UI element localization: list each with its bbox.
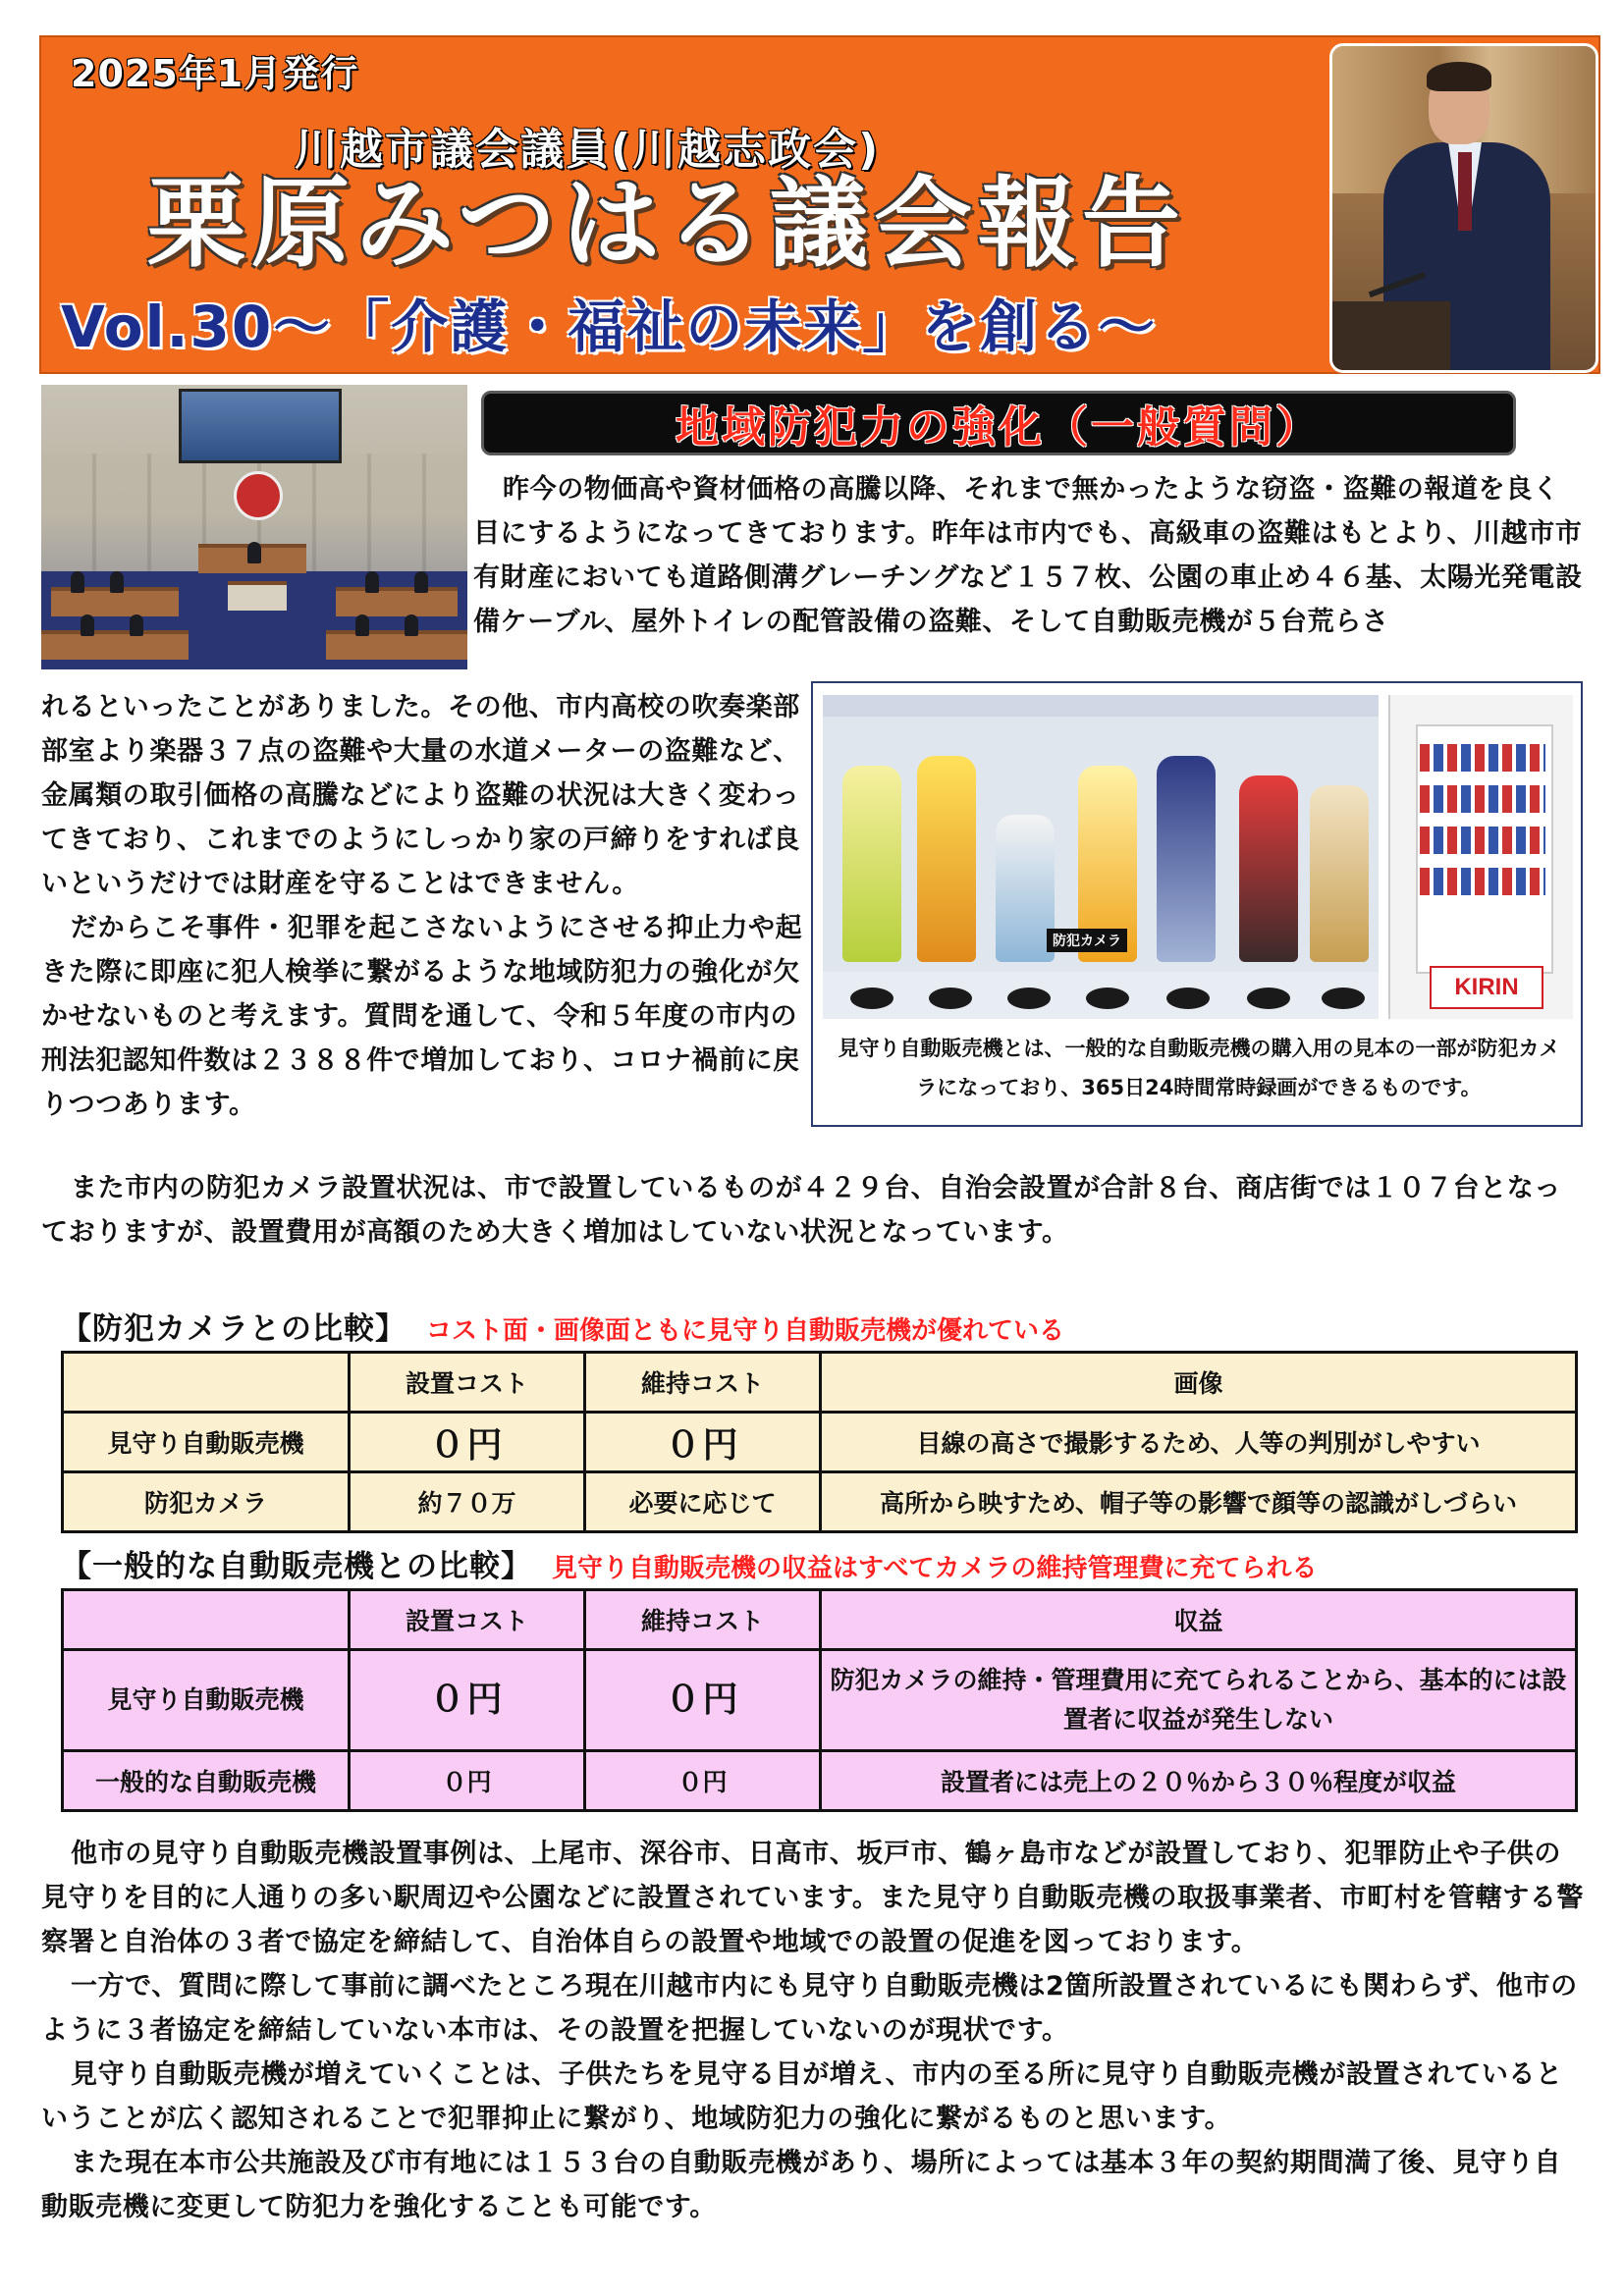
table1-tagline: コスト面・画像面ともに見守り自動販売機が優れている: [426, 1316, 1065, 1346]
table-cell: 高所から映すため、帽子等の影響で顔等の認識がしづらい: [821, 1472, 1577, 1532]
table2-title: [61, 1541, 1317, 1585]
table-cell: ０円: [585, 1413, 821, 1472]
security-camera-comparison-table: [61, 1351, 1578, 1533]
table-cell: ０円: [350, 1650, 585, 1751]
header-banner: [39, 35, 1600, 374]
body-paragraph-4: [41, 1832, 1585, 2229]
body-paragraph-2: [41, 685, 803, 1127]
table-cell: 必要に応じて: [585, 1472, 821, 1532]
table2-title-text: 【一般的な自動販売機との比較】: [61, 1549, 532, 1584]
table-header-cell: 設置コスト: [350, 1590, 585, 1650]
table-row: [63, 1472, 1577, 1532]
table-cell: 見守り自動販売機: [63, 1413, 350, 1472]
table-header-cell: 維持コスト: [585, 1590, 821, 1650]
vending-machine-figure: [811, 681, 1583, 1127]
vending-machine-comparison-table: [61, 1588, 1578, 1812]
volume-title: Vol.30～「介護・福祉の未来」を創る～: [61, 294, 1158, 360]
body-paragraph-2b: だからこそ事件・犯罪を起こさないようにさせる抑止力や起きた際に即座に犯人検挙に繋がるような地域防犯力の強化が欠かせないものと考えます。質問を通して、令和５年度の市内の刑法犯認知件数は２３８８件で増加しており、コロナ禍前に戻りつつあります。: [41, 913, 803, 1120]
table-header-cell: 設置コスト: [350, 1353, 585, 1413]
vending-machine-closeup-photo: [823, 695, 1379, 1019]
table-cell: 防犯カメラ: [63, 1472, 350, 1532]
table-cell: 設置者には売上の２０％から３０％程度が収益: [821, 1751, 1577, 1811]
table-cell: ０円: [585, 1751, 821, 1811]
table-header-cell: [63, 1590, 350, 1650]
table-cell: ０円: [585, 1650, 821, 1751]
table-header-cell: 収益: [821, 1590, 1577, 1650]
table-header-row: [63, 1590, 1577, 1650]
body-paragraph-3: また市内の防犯カメラ設置状況は、市で設置しているものが４２９台、自治会設置が合計８台、商店街では１０７台となっておりますが、設置費用が高額のため大きく増加はしていない状況となっています。: [41, 1173, 1561, 1248]
issue-date: 2025年1月発行: [71, 52, 359, 95]
table-cell: 一般的な自動販売機: [63, 1751, 350, 1811]
table-header-row: [63, 1353, 1577, 1413]
councilor-photo: [1329, 43, 1598, 373]
section-heading: [481, 391, 1516, 455]
figure-caption: 見守り自動販売機とは、一般的な自動販売機の購入用の見本の一部が防犯カメラになっており、365日24時間常時録画ができるものです。: [838, 1037, 1560, 1099]
table-row: [63, 1413, 1577, 1472]
table-header-cell: [63, 1353, 350, 1413]
body-paragraph-1: 昨今の物価高や資材価格の高騰以降、それまで無かったような窃盗・盗難の報道を良く目にするようになってきております。昨年は市内でも、高級車の盗難はもとより、川越市市有財産においても道路側溝グレーチングなど１５７枚、公園の車止め４６基、太陽光発電設備ケーブル、屋外トイレの配管設備の盗難、そして自動販売機が５台荒らさ: [473, 474, 1583, 637]
body-paragraph-4d: また現在本市公共施設及び市有地には１５３台の自動販売機があり、場所によっては基本３年の契約期間満了後、見守り自動販売機に変更して防犯力を強化することも可能です。: [41, 2148, 1561, 2222]
vending-machine-full-photo: [1388, 695, 1573, 1019]
table-cell: 約７０万: [350, 1472, 585, 1532]
table1-title: [61, 1304, 1064, 1348]
table-header-cell: 画像: [821, 1353, 1577, 1413]
table-row: [63, 1751, 1577, 1811]
body-paragraph-2a: れるといったことがありました。その他、市内高校の吹奏楽部部室より楽器３７点の盗難や大量の水道メーターの盗難など、金属類の取引価格の高騰などにより盗難の状況は大きく変わってきており、これまでのようにしっかり家の戸締りをすれば良いというだけでは財産を守ることはできません。: [41, 692, 800, 899]
affiliation: 川越市議会議員(川越志政会): [295, 125, 881, 175]
table-header-cell: 維持コスト: [585, 1353, 821, 1413]
table-cell: 目線の高さで撮影するため、人等の判別がしやすい: [821, 1413, 1577, 1472]
body-paragraph-4c: 見守り自動販売機が増えていくことは、子供たちを見守る目が増え、市内の至る所に見守り自動販売機が設置されているということが広く認知されることで犯罪抑止に繋がり、地域防犯力の強化に繋がるものと思います。: [41, 2059, 1563, 2134]
section-heading-text: 地域防犯力の強化（一般質問）: [676, 402, 1322, 453]
page-title: 栗原みつはる議会報告: [147, 166, 1186, 281]
table-row: [63, 1650, 1577, 1751]
body-paragraph-4b: 一方で、質問に際して事前に調べたところ現在川越市内にも見守り自動販売機は2箇所設置されているにも関わらず、他市のように３者協定を締結していない本市は、その設置を把握していないのが現状です。: [41, 1971, 1578, 2046]
body-paragraph-4a: 他市の見守り自動販売機設置事例は、上尾市、深谷市、日高市、坂戸市、鶴ヶ島市などが設置しており、犯罪防止や子供の見守りを目的に人通りの多い駅周辺や公園などに設置されています。また見守り自動販売機の取扱事業者、市町村を管轄する警察署と自治体の３者で協定を締結して、自治体自らの設置や地域での設置の促進を図っております。: [41, 1839, 1585, 1957]
table-cell: 防犯カメラの維持・管理費用に充てられることから、基本的には設置者に収益が発生しない: [821, 1650, 1577, 1751]
table-cell: ０円: [350, 1413, 585, 1472]
table1-title-text: 【防犯カメラとの比較】: [61, 1311, 406, 1347]
table-cell: 見守り自動販売機: [63, 1650, 350, 1751]
brand-logo: KIRIN: [1430, 966, 1543, 1009]
camera-label: 防犯カメラ: [1047, 929, 1127, 952]
table-cell: ０円: [350, 1751, 585, 1811]
assembly-chamber-photo: [41, 385, 467, 669]
table2-tagline: 見守り自動販売機の収益はすべてカメラの維持管理費に充てられる: [552, 1554, 1318, 1583]
